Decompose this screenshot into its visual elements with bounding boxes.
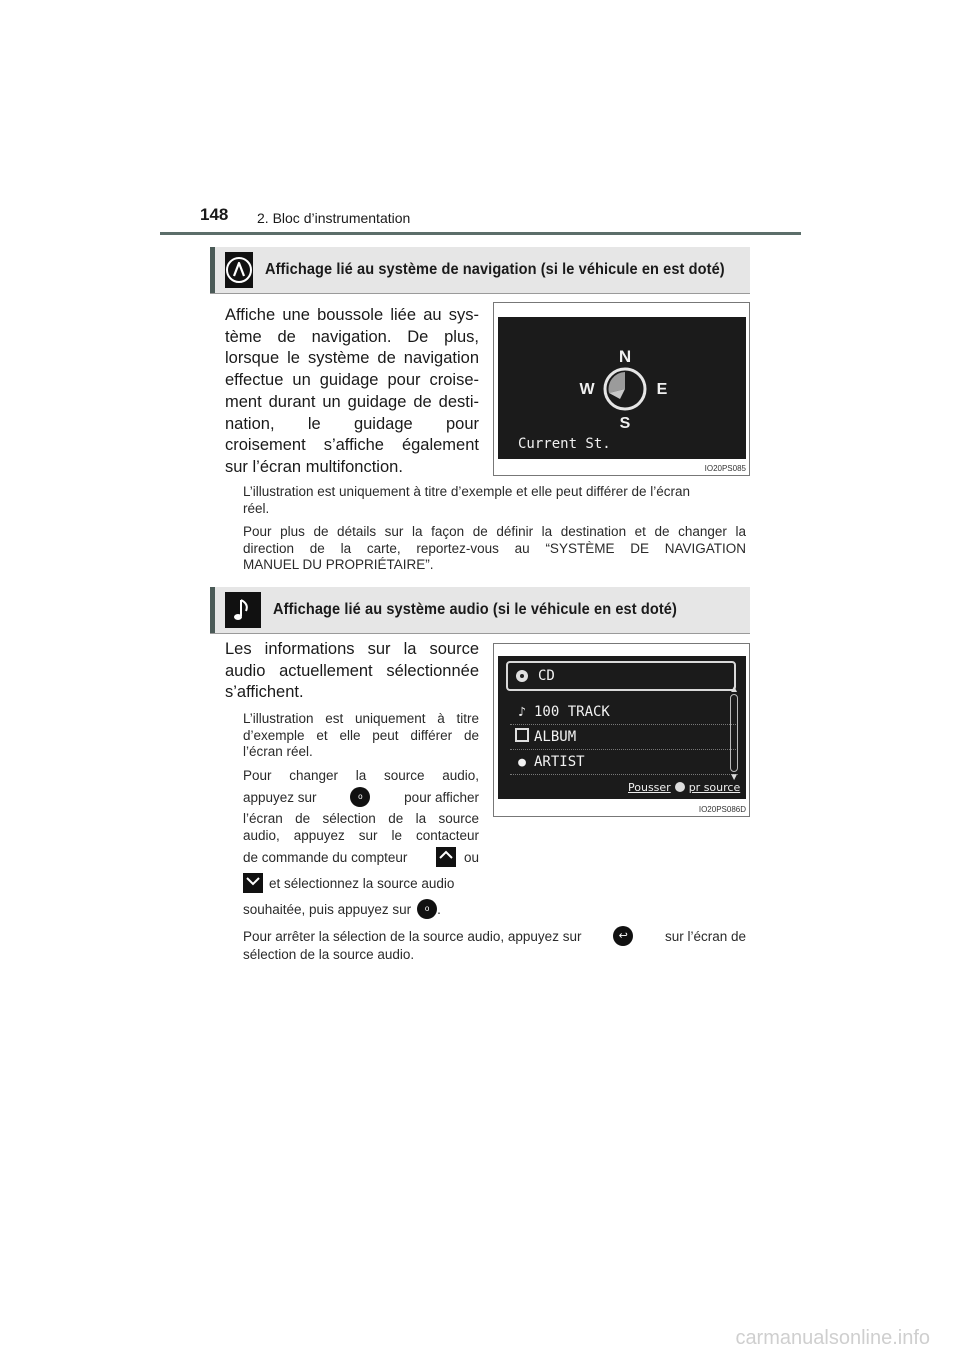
audio-note-2 — [243, 767, 479, 922]
section-rule — [210, 633, 750, 634]
audio-item[interactable] — [510, 750, 738, 775]
figure-code: IO20PS085 — [704, 464, 746, 473]
music-note-icon — [225, 592, 261, 628]
note-line: MANUEL DU PROPRIÉTAIRE”. — [243, 557, 434, 572]
note-line: l’écran de sélection de la source — [243, 811, 479, 826]
scrollbar[interactable] — [730, 694, 738, 772]
hint-text: pr source — [688, 780, 741, 794]
note-line — [243, 784, 479, 810]
navigation-note-1 — [243, 484, 746, 517]
disc-icon — [516, 670, 528, 682]
audio-item-selected[interactable] — [506, 661, 736, 691]
note-line — [243, 896, 479, 922]
audio-item-label: CD — [538, 668, 555, 684]
note-line — [243, 870, 479, 896]
body-line: tème de navigation. De plus, — [225, 327, 479, 346]
compass-west-label: W — [579, 381, 595, 398]
chevron-up-icon — [436, 847, 456, 867]
push-button-icon: o — [417, 899, 437, 919]
audio-section-title: Affichage lié au système audio (si le véhicule en est doté) — [273, 601, 677, 618]
note-text: pour afficher — [404, 789, 479, 805]
body-line: s’affichent. — [225, 683, 304, 702]
note-text: Pour arrêter la sélection de la source audio, appuyez sur — [243, 928, 582, 944]
note-line — [243, 844, 479, 870]
body-line: Les informations sur la source — [225, 640, 479, 658]
body-line: Affiche une boussole liée au sys- — [225, 306, 479, 324]
note-line: Pour changer la source audio, — [243, 768, 479, 783]
note-line: d’exemple et elle peut différer de — [243, 727, 479, 743]
compass-screen — [498, 317, 746, 459]
header-rule — [160, 232, 801, 235]
hint-text: Pousser — [628, 780, 671, 794]
scroll-up-icon[interactable]: ▲ — [729, 684, 739, 695]
note-line: sélection de la source audio. — [243, 947, 415, 962]
note-text: souhaitée, puis appuyez sur — [243, 901, 412, 917]
page-number: 148 — [200, 205, 229, 224]
watermark: carmanualsonline.info — [735, 1327, 930, 1349]
back-icon: ↩ — [613, 926, 633, 946]
body-line: ment durant un guidage de desti- — [225, 392, 479, 411]
audio-note-3 — [243, 926, 746, 963]
figure-code: IO20PS086D — [698, 805, 746, 814]
body-line: effectue un guidage pour croise- — [225, 371, 479, 390]
note-text: et sélectionnez la source audio — [269, 875, 455, 891]
navigation-section-heading — [210, 247, 750, 293]
audio-source-screen — [498, 656, 746, 799]
note-text: . — [437, 901, 441, 917]
compass-east-label: E — [656, 381, 668, 398]
push-button-icon — [675, 782, 685, 792]
note-line: L’illustration est uniquement à titre d’exemple et elle peut différer de l’écran — [243, 484, 691, 499]
chapter-title: 2. Bloc d’instrumentation — [257, 210, 411, 226]
audio-item[interactable] — [510, 725, 738, 750]
note-text: ou — [463, 849, 479, 865]
audio-item-label: ARTIST — [534, 754, 585, 770]
person-icon: ● — [518, 754, 526, 770]
audio-item-label: ALBUM — [534, 729, 577, 745]
compass-graphic — [498, 317, 746, 459]
body-line: nation, le guidage pour — [225, 414, 479, 433]
note-text: de commande du compteur — [243, 849, 408, 865]
push-for-source-hint — [628, 777, 740, 797]
music-note-icon: ♪ — [518, 704, 526, 720]
navigation-figure — [493, 302, 750, 476]
note-text: appuyez sur — [243, 789, 317, 805]
body-line: croisement s’affiche également — [225, 436, 479, 455]
note-text: sur l’écran de — [664, 928, 746, 944]
navigation-body — [225, 305, 479, 479]
audio-item[interactable] — [510, 700, 738, 725]
compass-arrow-icon — [225, 252, 253, 288]
note-line: audio, appuyez sur le contacteur — [243, 828, 479, 843]
album-icon — [510, 728, 534, 746]
audio-note-1 — [243, 711, 479, 761]
note-line: l’écran réel. — [243, 744, 313, 759]
section-rule — [210, 293, 750, 294]
navigation-section-title: Affichage lié au système de navigation (si le véhicule en est doté) — [265, 261, 725, 278]
audio-item-label: 100 TRACK — [534, 704, 610, 720]
current-street-label: Current St. — [518, 436, 611, 452]
chevron-down-icon — [243, 873, 263, 893]
body-line: lorsque le système de navigation — [225, 349, 479, 368]
push-button-icon: o — [350, 787, 370, 807]
body-line: sur l’écran multifonction. — [225, 457, 403, 476]
note-line: réel. — [243, 500, 270, 516]
compass-south-label: S — [619, 415, 631, 432]
audio-figure — [493, 643, 750, 817]
note-line — [243, 926, 746, 946]
note-line: direction de la carte, reportez-vous au “SYSTÈME DE NAVIGATION — [243, 540, 746, 556]
audio-section-heading — [210, 587, 750, 633]
note-line: L’illustration est uniquement à titre — [243, 711, 479, 726]
body-line: audio actuellement sélectionnée — [225, 661, 479, 680]
note-line: Pour plus de détails sur la façon de définir la destination et de changer la — [243, 524, 746, 539]
audio-body — [225, 639, 479, 704]
compass-north-label: N — [618, 347, 632, 366]
scroll-down-icon[interactable]: ▼ — [729, 772, 739, 783]
navigation-note-2 — [243, 524, 746, 574]
